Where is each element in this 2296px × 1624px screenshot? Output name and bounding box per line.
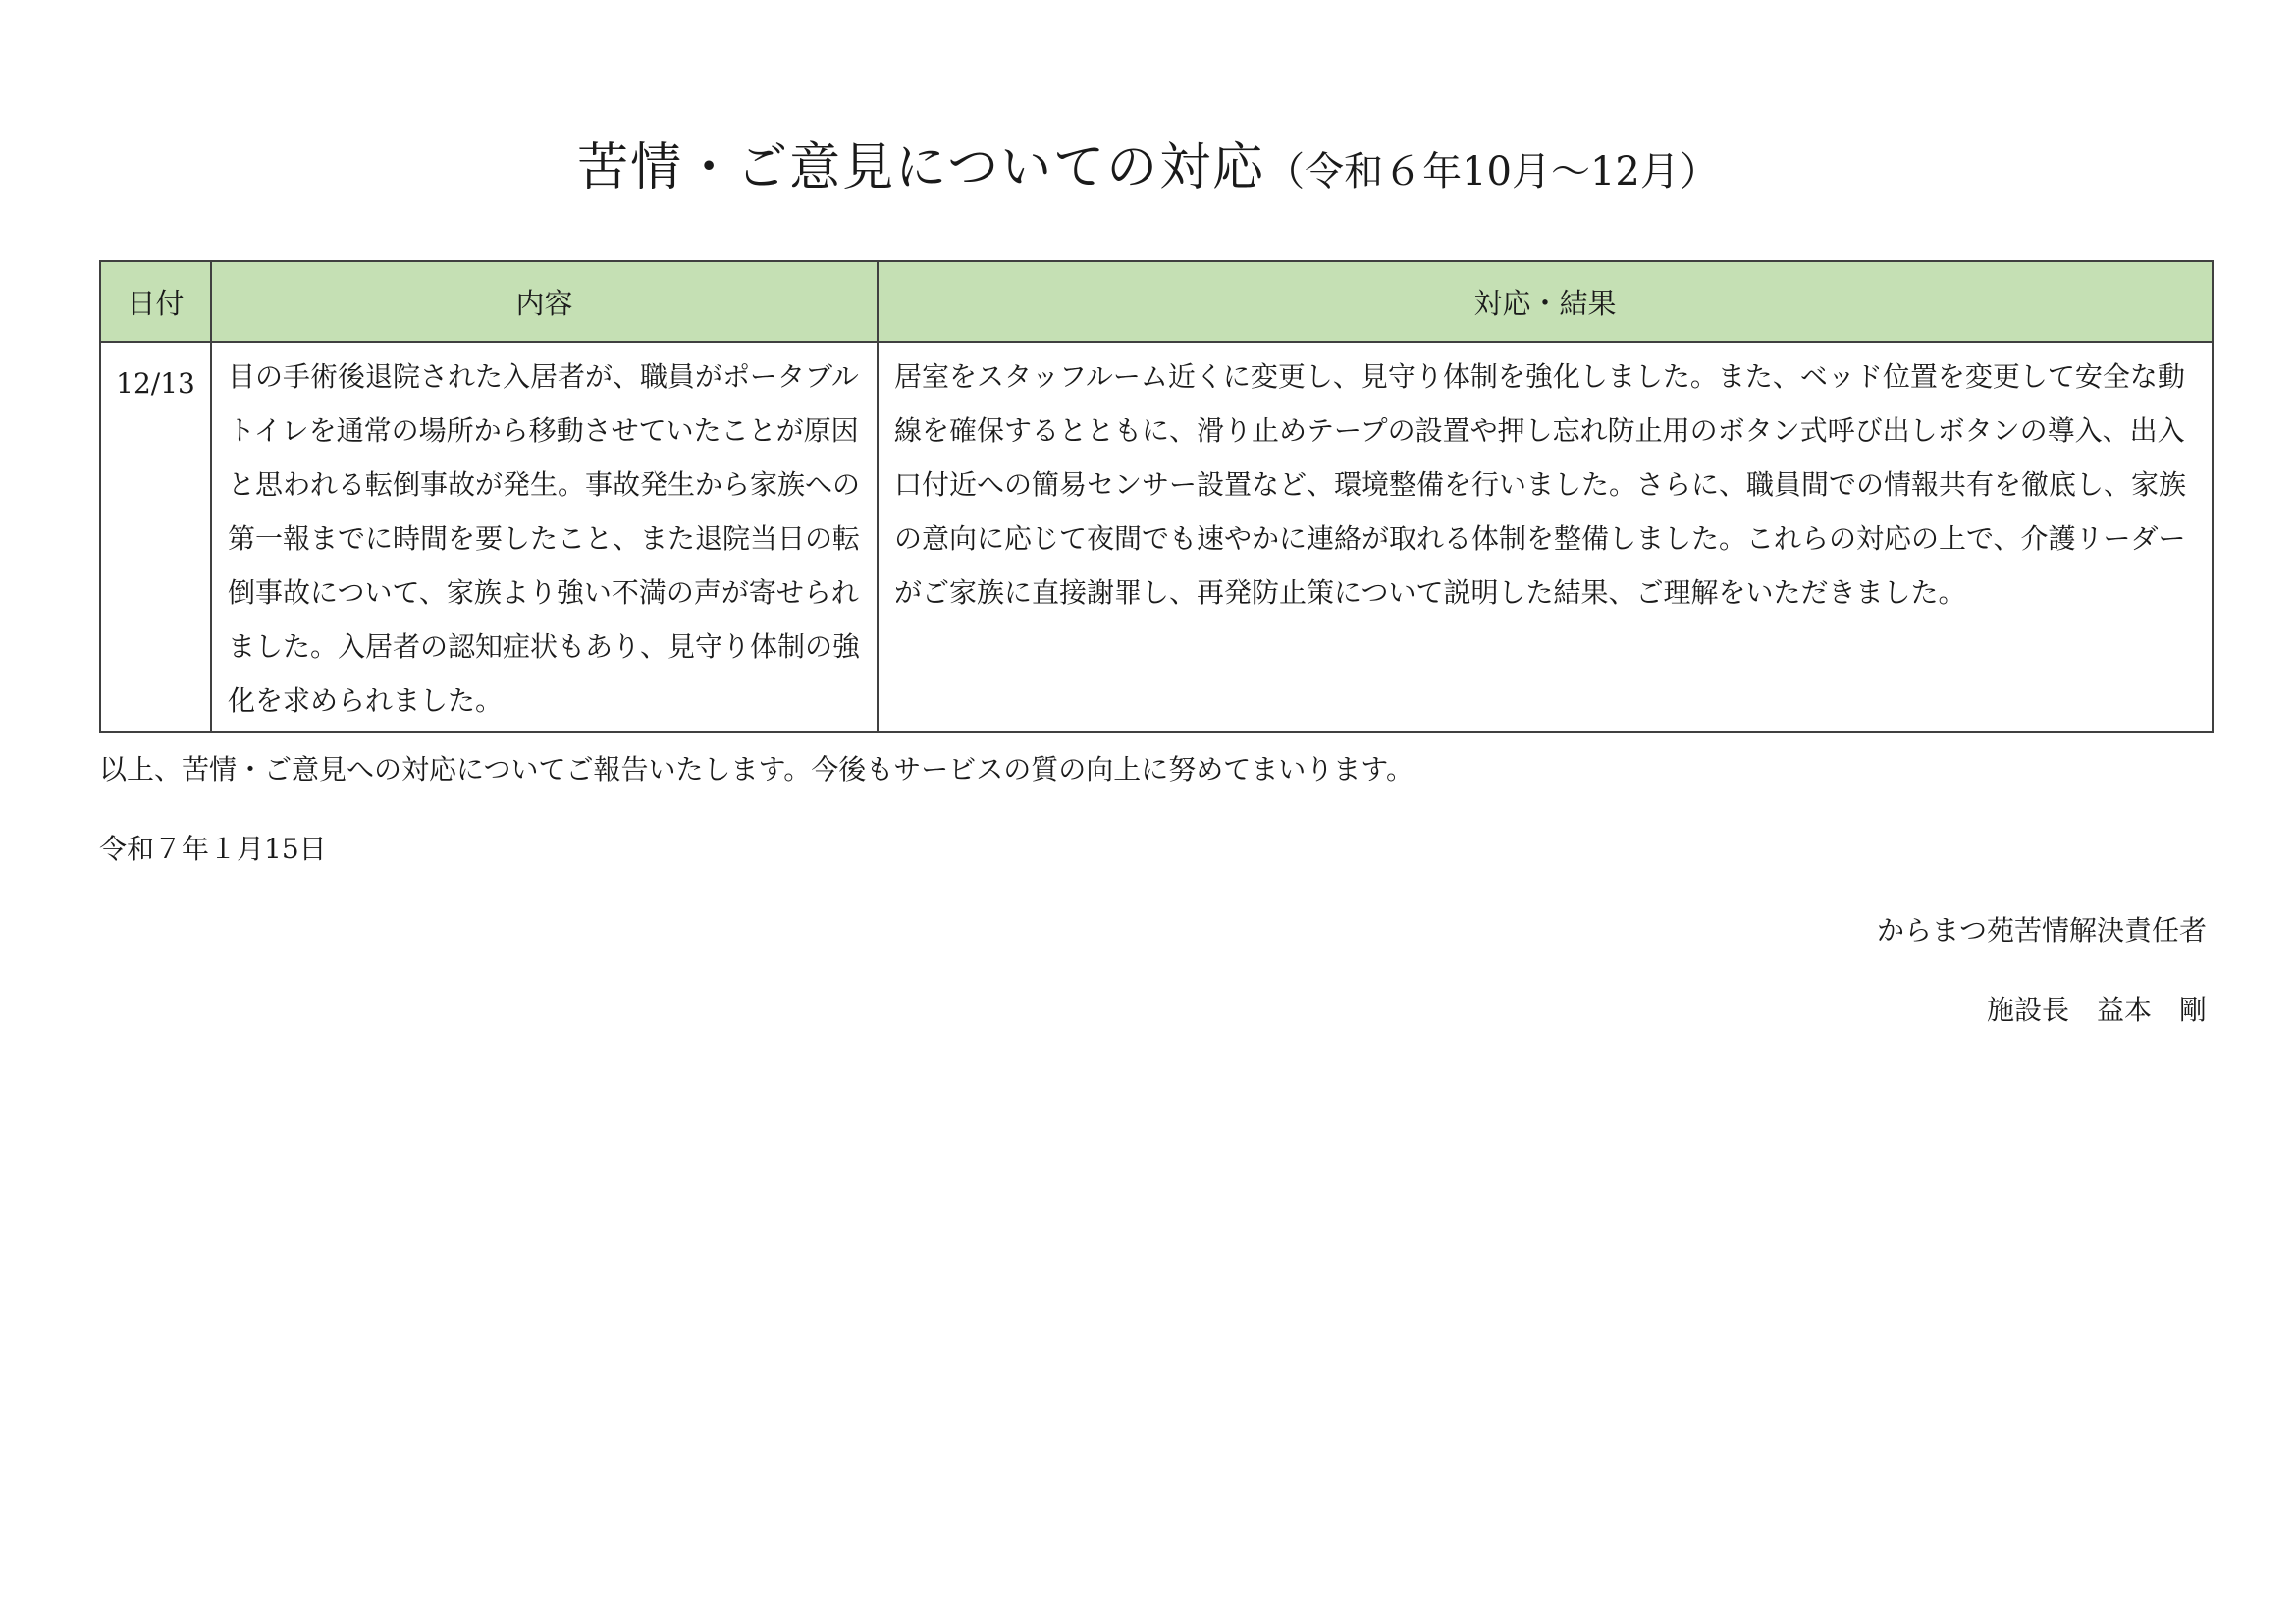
header-content: 内容 <box>211 261 878 342</box>
page-title <box>0 126 2296 199</box>
title-main: 苦情・ご意見についての対応 <box>577 138 1266 197</box>
table-row <box>100 342 2213 732</box>
signature-name: 施設長 益本 剛 <box>1986 994 2207 1026</box>
row-date: 12/13 <box>100 342 211 732</box>
title-period: （令和６年10月〜12月） <box>1265 149 1719 194</box>
header-date: 日付 <box>100 261 211 342</box>
closing-statement: 以上、苦情・ご意見への対応についてご報告いたします。今後もサービスの質の向上に努めてまいります。 <box>99 753 1414 785</box>
complaints-table <box>99 260 2214 733</box>
table-header-row <box>100 261 2213 342</box>
header-response: 対応・結果 <box>878 261 2213 342</box>
row-content: 目の手術後退院された入居者が、職員がポータブルトイレを通常の場所から移動させていたことが原因と思われる転倒事故が発生。事故発生から家族への第一報までに時間を要したこと、また退院当日の転倒事故について、家族より強い不満の声が寄せられました。入居者の認知症状もあり、見守り体制の強化を求められました。 <box>211 342 878 732</box>
signature-organization: からまつ苑苦情解決責任者 <box>1876 914 2207 947</box>
issue-date: 令和７年１月15日 <box>99 833 327 865</box>
row-response: 居室をスタッフルーム近くに変更し、見守り体制を強化しました。また、ベッド位置を変更して安全な動線を確保するとともに、滑り止めテープの設置や押し忘れ防止用のボタン式呼び出しボタンの導入、出入口付近への簡易センサー設置など、環境整備を行いました。さらに、職員間での情報共有を徹底し、家族の意向に応じて夜間でも速やかに連絡が取れる体制を整備しました。これらの対応の上で、介護リーダーがご家族に直接謝罪し、再発防止策について説明した結果、ご理解をいただきました。 <box>878 342 2213 732</box>
